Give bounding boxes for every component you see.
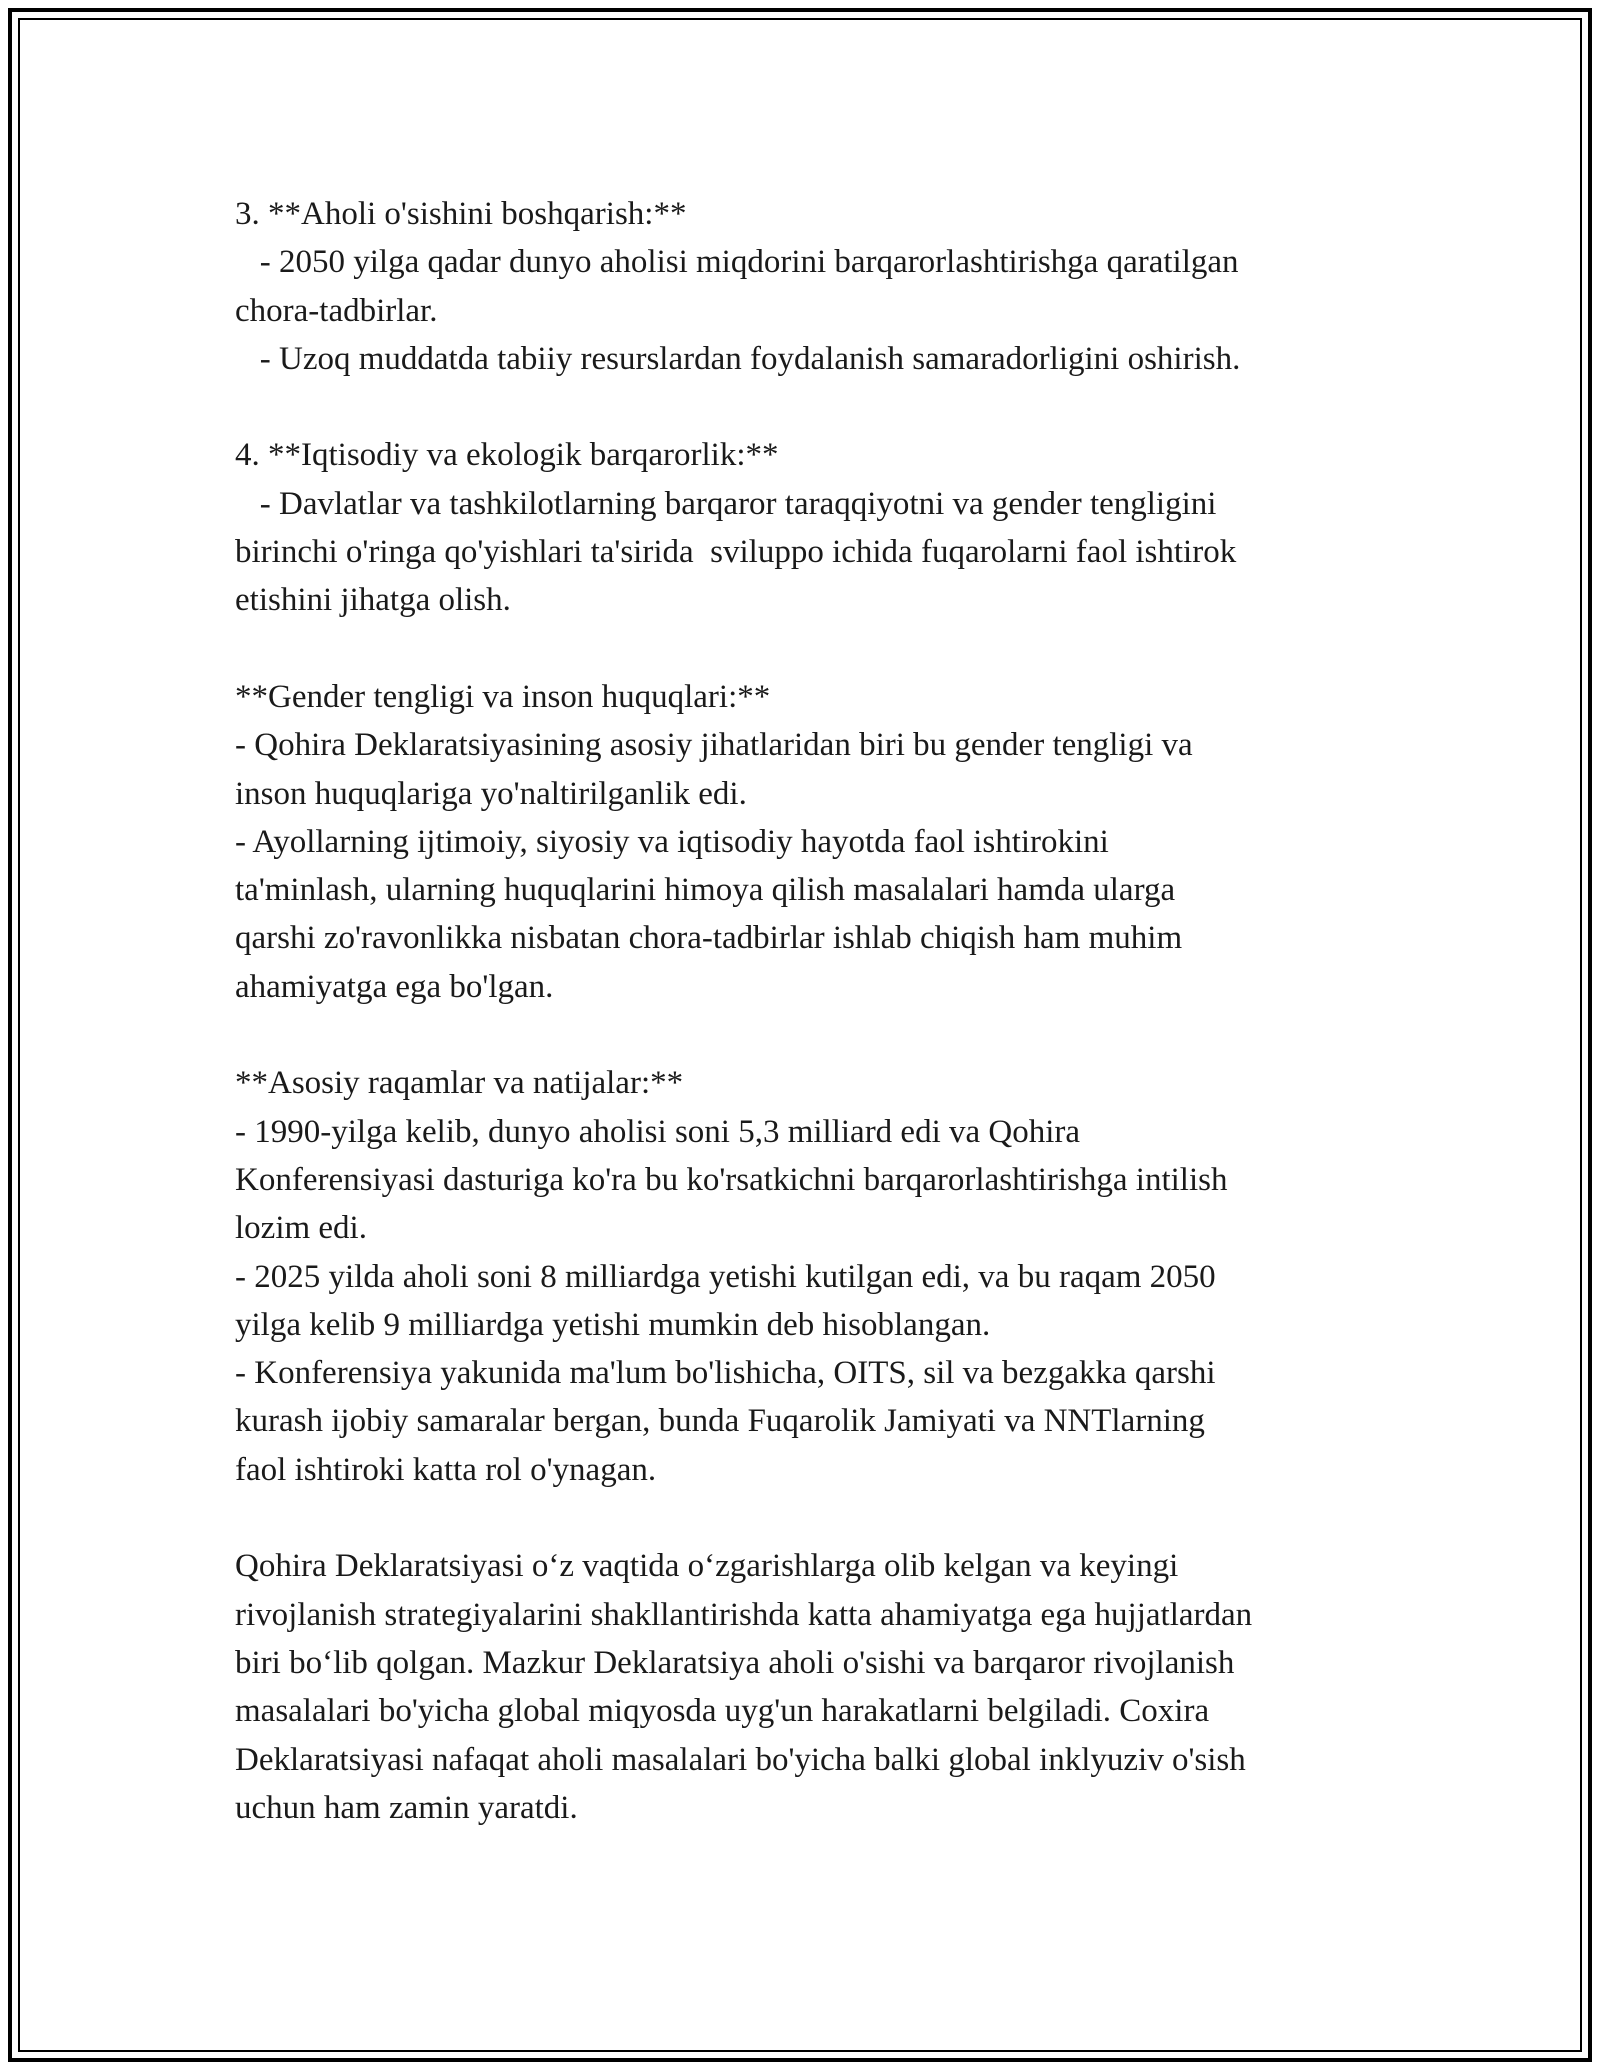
text-line: - 2050 yilga qadar dunyo aholisi miqdorini barqarorlashtirishga qaratilgan — [235, 244, 1239, 281]
text-line: chora-tadbirlar. — [235, 292, 438, 329]
section-xulosa — [235, 1542, 1375, 1832]
text-line: - Qohira Deklaratsiyasining asosiy jihatlaridan biri bu gender tengligi va — [235, 727, 1193, 764]
section-iqtisodiy-barqarorlik — [235, 431, 1375, 624]
text-line: etishini jihatga olish. — [235, 582, 511, 619]
section-heading: 3. **Aholi o'sishini boshqarish:** — [235, 196, 687, 232]
text-line: Qohira Deklaratsiyasi o‘z vaqtida o‘zgarishlarga olib kelgan va keyingi — [235, 1548, 1179, 1585]
text-line: lozim edi. — [235, 1210, 367, 1247]
section-heading: 4. **Iqtisodiy va ekologik barqarorlik:** — [235, 437, 779, 474]
text-line: rivojlanish strategiyalarini shakllantirishda katta ahamiyatga ega hujjatlardan — [235, 1596, 1253, 1633]
text-line: masalalari bo'yicha global miqyosda uyg'un harakatlarni belgiladi. Coxira — [235, 1693, 1210, 1730]
text-line: kurash ijobiy samaralar bergan, bunda Fuqarolik Jamiyati va NNTlarning — [235, 1403, 1205, 1440]
text-line: inson huquqlariga yo'naltirilganlik edi. — [235, 775, 747, 812]
section-aholi-osishi — [235, 190, 1375, 383]
text-line: yilga kelib 9 milliardga yetishi mumkin deb hisoblangan. — [235, 1306, 991, 1343]
text-line: faol ishtiroki katta rol o'ynagan. — [235, 1451, 657, 1488]
text-line: - 2025 yilda aholi soni 8 milliardga yetishi kutilgan edi, va bu raqam 2050 — [235, 1258, 1216, 1295]
text-line: biri bo‘lib qolgan. Mazkur Deklaratsiya aholi o'sishi va barqaror rivojlanish — [235, 1644, 1235, 1681]
text-line: birinchi o'ringa qo'yishlari ta'sirida sviluppo ichida fuqarolarni faol ishtirok — [235, 534, 1237, 571]
text-line: - Uzoq muddatda tabiiy resurslardan foydalanish samaradorligini oshirish. — [235, 340, 1241, 377]
section-asosiy-raqamlar — [235, 1059, 1375, 1494]
section-gender-tengligi — [235, 673, 1375, 1011]
text-line: - Konferensiya yakunida ma'lum bo'lishicha, OITS, sil va bezgakka qarshi — [235, 1355, 1216, 1392]
section-heading: **Gender tengligi va inson huquqlari:** — [235, 678, 771, 715]
document-body — [235, 190, 1375, 1832]
text-line: - Davlatlar va tashkilotlarning barqaror taraqqiyotni va gender tengligini — [235, 485, 1217, 522]
text-line: ta'minlash, ularning huquqlarini himoya qilish masalalari hamda ularga — [235, 872, 1176, 909]
text-line: Deklaratsiyasi nafaqat aholi masalalari bo'yicha balki global inklyuziv o'sish — [235, 1741, 1246, 1778]
text-line: Konferensiyasi dasturiga ko'ra bu ko'rsatkichni barqarorlashtirishga intilish — [235, 1161, 1228, 1198]
text-line: - Ayollarning ijtimoiy, siyosiy va iqtisodiy hayotda faol ishtirokini — [235, 823, 1109, 860]
section-heading: **Asosiy raqamlar va natijalar:** — [235, 1065, 684, 1102]
text-line: - 1990-yilga kelib, dunyo aholisi soni 5,3 milliard edi va Qohira — [235, 1113, 1081, 1150]
text-line: ahamiyatga ega bo'lgan. — [235, 968, 554, 1005]
text-line: qarshi zo'ravonlikka nisbatan chora-tadbirlar ishlab chiqish ham muhim — [235, 920, 1183, 957]
text-line: uchun ham zamin yaratdi. — [235, 1789, 578, 1826]
